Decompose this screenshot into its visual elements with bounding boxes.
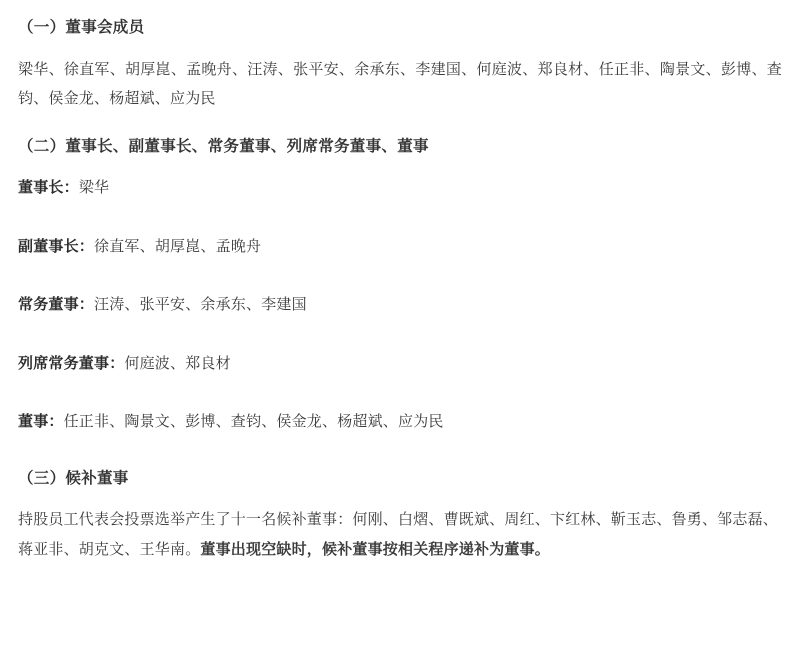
section-heading-board-members: （一）董事会成员 (18, 19, 145, 36)
section-heading-board-officers: （二）董事长、副董事长、常务董事、列席常务董事、董事 (18, 138, 429, 156)
alternate-directors-suffix: 董事出现空缺时，候补董事按相关程序递补为董事。 (200, 540, 551, 558)
role-label-director: 董事： (18, 413, 64, 431)
role-line-director (18, 408, 782, 437)
role-names-director: 任正非、陶景文、彭博、查钧、侯金龙、杨超斌、应为民 (63, 413, 444, 431)
role-label-chairman: 董事长： (18, 179, 79, 197)
role-names-observing-executive-director: 何庭波、郑良材 (124, 354, 231, 372)
alternate-directors-names: 何刚、白熠、曹既斌、周红、卞红林、靳玉志、鲁勇、邹志磊、蒋亚非、胡克文、王华南。 (18, 511, 779, 558)
role-line-vice-chairman (18, 233, 782, 262)
alternate-directors-paragraph (18, 505, 782, 564)
role-names-vice-chairman: 徐直军、胡厚崑、孟晚舟 (94, 237, 262, 255)
section-heading-alternate-directors: （三）候补董事 (18, 469, 129, 487)
board-members-roster: 梁华、徐直军、胡厚崑、孟晚舟、汪涛、张平安、余承东、李建国、何庭波、郑良材、任正非、陶景文、彭博、查钧、侯金龙、杨超斌、应为民 (18, 60, 782, 108)
role-label-observing-executive-director: 列席常务董事： (18, 354, 125, 372)
role-line-observing-executive-director (18, 350, 782, 379)
alternate-directors-prefix: 持股员工代表会投票选举产生了十一名候补董事： (18, 511, 353, 529)
role-names-executive-director: 汪涛、张平安、余承东、李建国 (94, 296, 307, 314)
role-label-executive-director: 常务董事： (18, 296, 95, 314)
role-label-vice-chairman: 副董事长： (18, 237, 95, 255)
role-line-executive-director (18, 291, 782, 320)
role-line-chairman (18, 174, 782, 203)
role-names-chairman: 梁华 (78, 179, 110, 197)
